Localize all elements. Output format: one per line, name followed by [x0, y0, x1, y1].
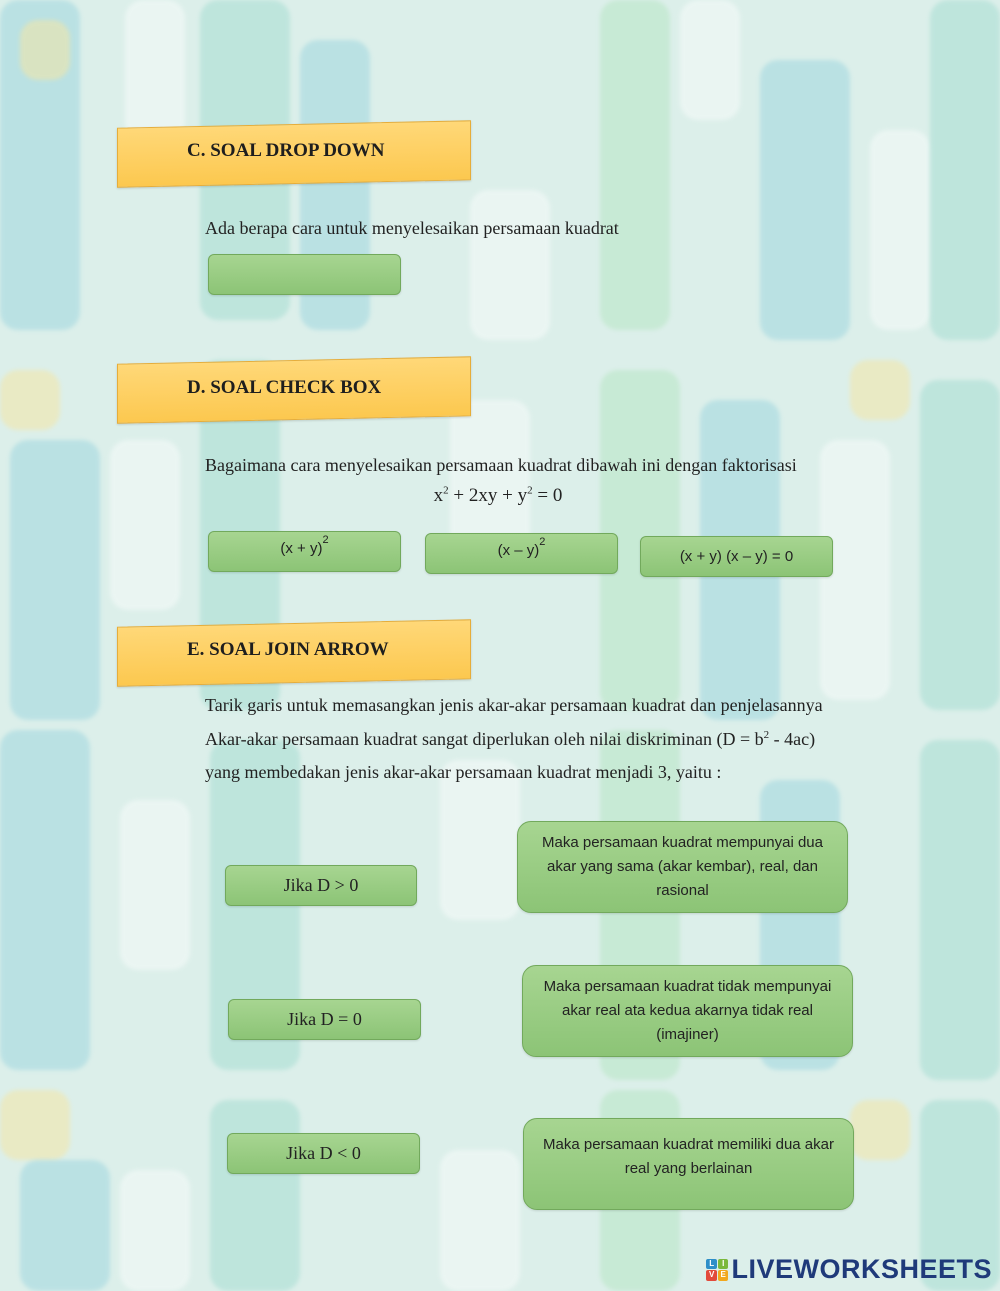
dropdown-answer[interactable] [208, 254, 401, 295]
checkbox-option-2[interactable]: (x – y) 2 [425, 533, 618, 574]
logo-text: LIVEWORKSHEETS [731, 1254, 992, 1284]
checkbox-option-1[interactable]: (x + y) 2 [208, 531, 401, 572]
join-right-1[interactable]: Maka persamaan kuadrat mempunyai dua akar yang sama (akar kembar), real, dan rasional [517, 821, 848, 913]
section-d-title: D. SOAL CHECK BOX [187, 377, 382, 398]
section-e-explanation-2: yang membedakan jenis akar-akar persamaan kuadrat menjadi 3, yaitu : [205, 762, 722, 782]
option-label: (x + y) (x – y) = 0 [679, 548, 794, 565]
join-left-2[interactable]: Jika D = 0 [228, 999, 421, 1040]
option-label: (x + y) [280, 540, 323, 557]
section-e-instruction: Tarik garis untuk memasangkan jenis akar-akar persamaan kuadrat dan penjelasannya [205, 695, 823, 715]
logo-mark-icon: L I V E [706, 1259, 728, 1281]
join-left-3[interactable]: Jika D < 0 [227, 1133, 420, 1174]
join-left-1[interactable]: Jika D > 0 [225, 865, 417, 906]
section-c-question: Ada berapa cara untuk menyelesaikan persamaan kuadrat [205, 218, 619, 238]
option-label: (x – y) [497, 542, 540, 559]
section-e-title: E. SOAL JOIN ARROW [187, 639, 389, 660]
section-d-question: Bagaimana cara menyelesaikan persamaan kuadrat dibawah ini dengan faktorisasi [205, 455, 797, 475]
checkbox-option-3[interactable] [640, 536, 833, 577]
join-right-3[interactable]: Maka persamaan kuadrat memiliki dua akar real yang berlainan [523, 1118, 854, 1210]
equation: $x^2 + 2xy + y^2 = 0$ [433, 484, 563, 506]
section-c-title: C. SOAL DROP DOWN [187, 140, 385, 161]
join-right-2[interactable]: Maka persamaan kuadrat tidak mempunyai akar real ata kedua akarnya tidak real (imajiner) [522, 965, 853, 1057]
section-e-explanation-1: Akar-akar persamaan kuadrat sangat diperlukan oleh nilai diskriminan $(D = b^2 - 4ac)$ [205, 729, 816, 749]
liveworksheets-logo [706, 1254, 992, 1285]
